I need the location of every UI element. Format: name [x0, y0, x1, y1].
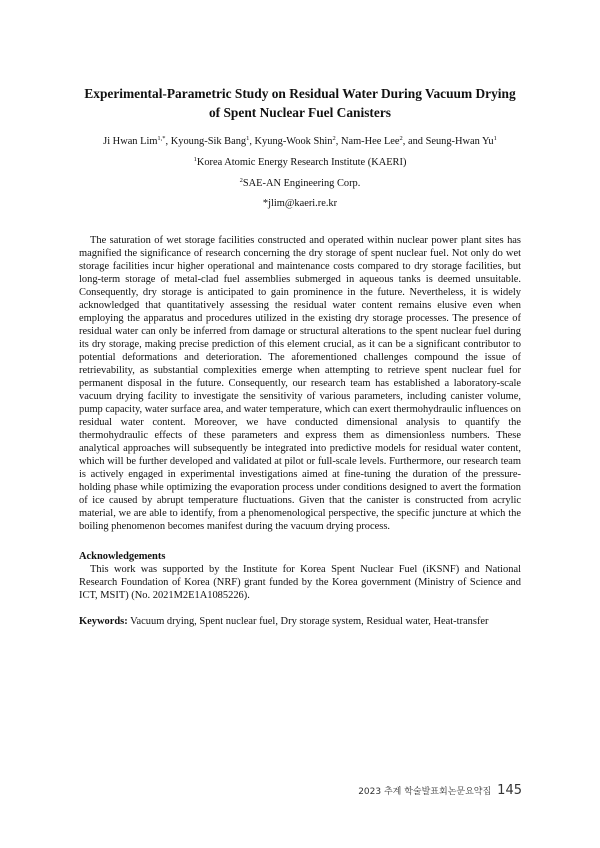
paper-title [60, 84, 540, 122]
conference-name: 2023 추계 학술발표회논문요약집 [358, 787, 492, 797]
affiliation-text: Korea Atomic Energy Research Institute (KAERI) [196, 157, 407, 168]
author-superscript: 1 [246, 135, 250, 142]
affiliation-superscript: 2 [239, 177, 243, 184]
author-name: Seung-Hwan Yu [425, 136, 494, 147]
author-separator: , [165, 136, 171, 147]
author-name: Kyung-Wook Shin [254, 136, 333, 147]
acknowledgements-body: This work was supported by the Institute for Korea Spent Nuclear Fuel (iKSNF) and National Research Foundation of Korea (NRF) grant funded by the Korea government (Ministry of Science and ICT, MSIT) (No. 2021M2E1A1085226). [79, 564, 521, 601]
author-name: Nam-Hee Lee [340, 136, 400, 147]
corresponding-email: *jlim@kaeri.re.kr [262, 198, 338, 209]
affiliation-text: SAE-AN Engineering Corp. [242, 178, 361, 189]
title-line-1: Experimental-Parametric Study on Residual Water During Vacuum Drying [84, 86, 516, 101]
page-number: 145 [497, 783, 522, 798]
keywords-text: Vacuum drying, Spent nuclear fuel, Dry storage system, Residual water, Heat-transfer [127, 616, 489, 627]
author-superscript: 1 [493, 135, 497, 142]
author-name: Ji Hwan Lim [103, 136, 158, 147]
author-separator: , [249, 136, 255, 147]
affiliation-1 [60, 156, 540, 170]
author-superscript: 2 [399, 135, 403, 142]
author-superscript: 1,* [157, 135, 166, 142]
author-separator: , and [402, 136, 426, 147]
author-superscript: 2 [332, 135, 336, 142]
acknowledgements-heading: Acknowledgements [79, 551, 166, 562]
author-separator: , [335, 136, 341, 147]
author-list [40, 135, 560, 149]
keywords-line [79, 615, 521, 628]
author-name: Kyoung-Sik Bang [170, 136, 247, 147]
keywords-label: Keywords: [79, 616, 128, 627]
title-line-2: of Spent Nuclear Fuel Canisters [208, 105, 391, 120]
affiliation-2 [60, 177, 540, 191]
abstract-body: The saturation of wet storage facilities constructed and operated within nuclear power plant sites has magnified the significance of research concerning the dry storage of spent nuclear fuel. Not only do wet storage facilities incur higher operational and maintenance costs compared to dry storage facilities, but long-term storage of metal-clad fuel assemblies submerged in aqueous tanks is deemed unsuitable. Consequently, dry storage is anticipated to gain prominence in the future. Nevertheless, it is widely acknowledged that quantitatively assessing the residual water content remains elusive even when employing the apparatus and procedures utilized in the existing dry storage processes. The presence of residual water can only be inferred from damage or structural alterations to the spent nuclear fuel during its dry storage, making precise prediction of this element crucial, as it can be a significant contributor to potential deformations and deterioration. The aforementioned challenges compound the issue of retrievability, as substantial complexities emerge when attempting to retrieve spent nuclear fuel for permanent disposal in the future. Consequently, our research team has established a laboratory-scale vacuum drying facility to investigate the sensitivity of various parameters, including canister volume, pump capacity, water surface area, and water temperature, which can exert thermohydraulic influences on residual water content. Moreover, we have conducted dimensional analysis to quantify the thermohydraulic effects of these parameters and express them as dimensionless numbers. These analytical approaches will subsequently be integrated into predictive models for residual water content, which will be further developed and validated at pilot or full-scale levels. Furthermore, our research team is actively engaged in experimental investigations aimed at fine-tuning the duration of the pressure-holding phase while optimizing the evaporation process under conditions designed to avert the formation of ice caused by abrupt temperature fluctuations. Given that the canister is constructed from acrylic material, we are able to identify, from a phenomenological perspective, the specific juncture at which the boiling phenomenon becomes manifest during the vacuum drying process. [79, 235, 521, 532]
page-footer [358, 780, 522, 799]
affiliation-superscript: 1 [193, 156, 197, 163]
